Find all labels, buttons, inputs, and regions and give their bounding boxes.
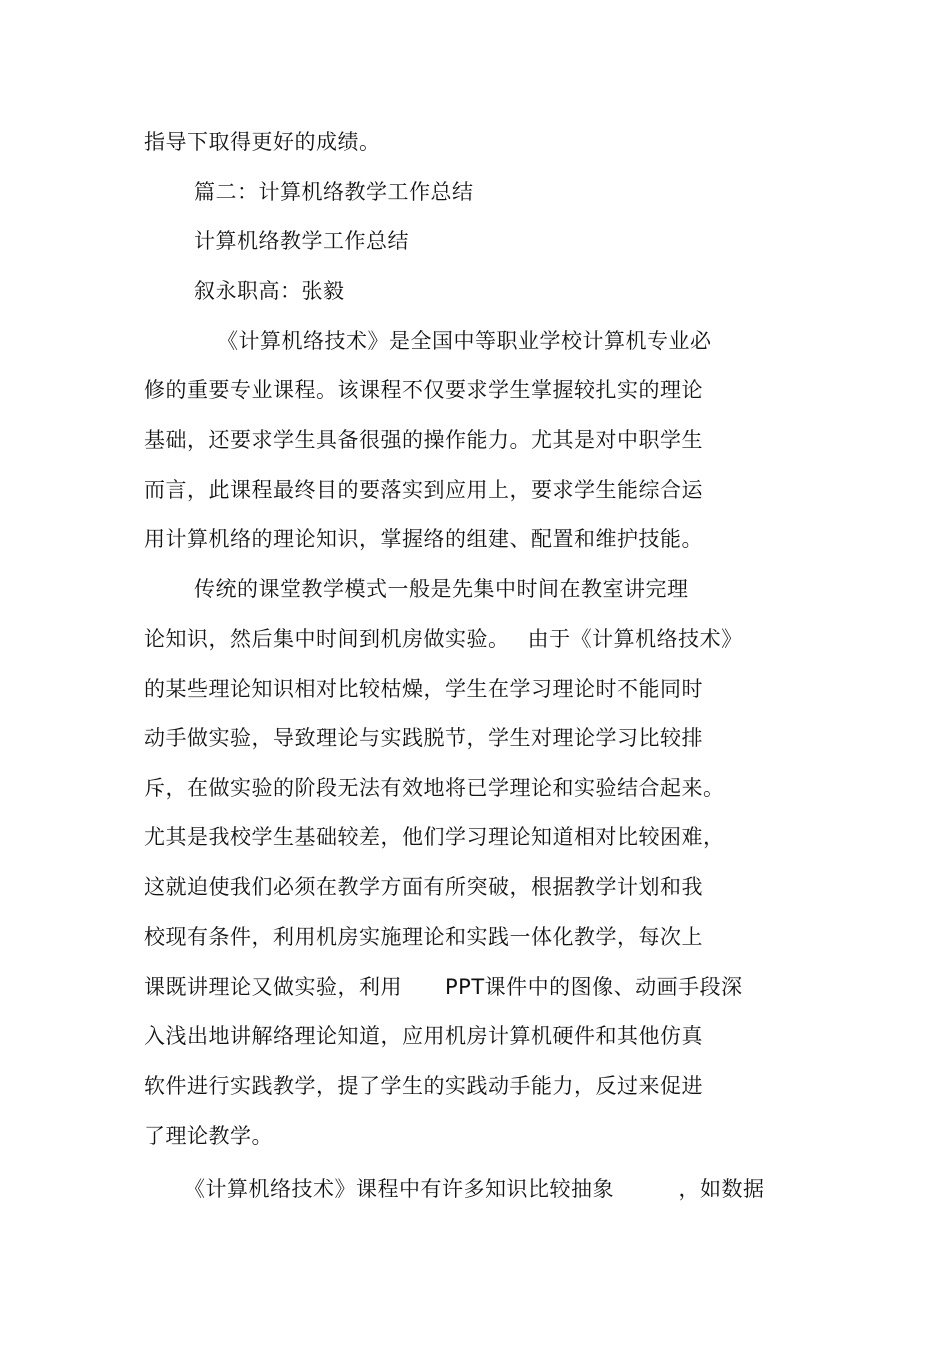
text-line: 《计算机络技术》是全国中等职业学校计算机专业必: [217, 329, 712, 353]
text-line: 指导下取得更好的成绩。: [144, 130, 381, 154]
text-line: 《计算机络技术》课程中有许多知识比较抽象 ，如数据: [184, 1177, 765, 1201]
text-line: 校现有条件，利用机房实施理论和实践一体化教学，每次上: [144, 925, 703, 949]
text-line: 斥，在做实验的阶段无法有效地将已学理论和实验结合起来。: [144, 776, 725, 800]
text-line: 修的重要专业课程。该课程不仅要求学生掌握较扎实的理论: [144, 378, 703, 402]
section-heading: 篇二：计算机络教学工作总结: [194, 180, 474, 204]
text-line: 而言，此课程最终目的要落实到应用上，要求学生能综合运: [144, 478, 703, 502]
text-line: 软件进行实践教学，提了学生的实践动手能力，反过来促进: [144, 1074, 703, 1098]
document-title: 计算机络教学工作总结: [194, 229, 409, 253]
text-line: 基础，还要求学生具备很强的操作能力。尤其是对中职学生: [144, 428, 703, 452]
text-line: 动手做实验，导致理论与实践脱节，学生对理论学习比较排: [144, 726, 703, 750]
text-line: 传统的课堂教学模式一般是先集中时间在教室讲完理: [194, 577, 689, 601]
text-line: 入浅出地讲解络理论知道，应用机房计算机硬件和其他仿真: [144, 1024, 703, 1048]
text-line: 论知识，然后集中时间到机房做实验。 由于《计算机络技术》: [144, 627, 743, 651]
text-line: 尤其是我校学生基础较差，他们学习理论知道相对比较困难，: [144, 825, 725, 849]
text-line: 课既讲理论又做实验，利用 PPT课件中的图像、动画手段深: [144, 975, 743, 999]
text-line: 用计算机络的理论知识，掌握络的组建、配置和维护技能。: [144, 527, 703, 551]
text-line: 了理论教学。: [144, 1124, 273, 1148]
text-line: 的某些理论知识相对比较枯燥，学生在学习理论时不能同时: [144, 677, 703, 701]
author-line: 叙永职高：张毅: [194, 279, 345, 303]
text-line: 这就迫使我们必须在教学方面有所突破，根据教学计划和我: [144, 875, 703, 899]
